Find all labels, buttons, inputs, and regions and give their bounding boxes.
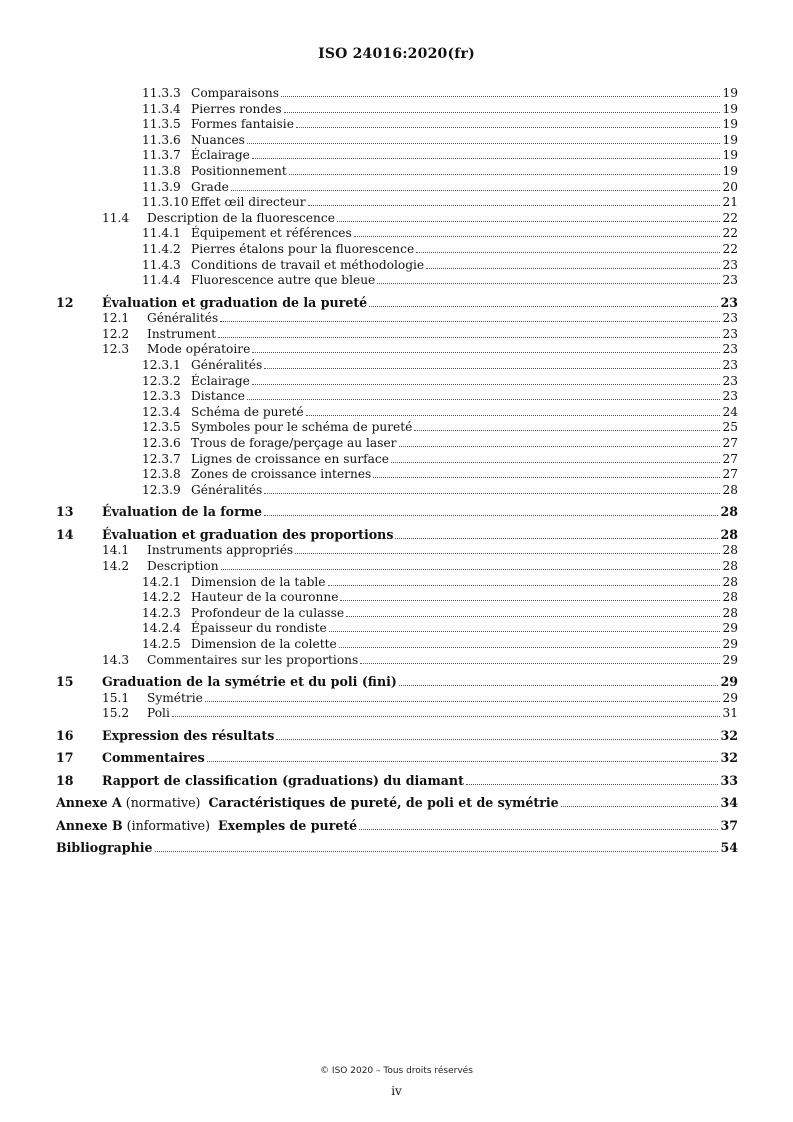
toc-entry-number: 11.3.7 [142,148,181,163]
toc-annex-page: 37 [720,817,738,833]
toc-entry-title: Rapport de classification (graduations) du diamant [102,772,464,788]
toc-entry-page: 25 [722,420,738,435]
dot-leader [264,515,718,516]
toc-entry-page: 29 [722,652,738,667]
dot-leader [276,739,718,740]
dot-leader [247,399,721,400]
dot-leader [172,716,721,717]
toc-entry[interactable] [56,483,738,499]
toc-entry-title: Distance [191,389,245,404]
dot-leader [252,352,720,353]
toc-entry-page: 28 [722,574,738,589]
toc-entry[interactable] [56,436,738,452]
toc-entry-page: 29 [720,674,738,690]
toc-annex-kind: (informative) [122,817,219,833]
toc-entry-title: Évaluation de la forme [102,504,263,520]
toc-annex-entry[interactable] [56,818,738,835]
toc-entry-title: Fluorescence autre que bleue [191,273,376,288]
dot-leader [308,205,721,206]
toc-entry-number: 12.2 [102,326,130,341]
toc-entry-page: 23 [722,257,738,272]
dot-leader [218,337,720,338]
toc-entry-page: 23 [722,389,738,404]
toc-entry-page: 21 [722,195,738,210]
toc-entry[interactable] [56,452,738,468]
toc-entry-page: 23 [720,294,738,310]
toc-entry[interactable] [56,420,738,436]
toc-entry-page: 29 [722,690,738,705]
dot-leader [561,806,719,807]
toc-entry[interactable] [56,180,738,196]
toc-entry-title: Instruments appropriés [147,543,294,558]
toc-annex-title: Caractéristiques de pureté, de poli et de symétrie [208,795,559,811]
dot-leader [359,829,718,830]
toc-entry-title: Dimension de la table [191,574,326,589]
toc-entry[interactable] [56,405,738,421]
toc-entry[interactable] [56,559,738,575]
toc-entry-title: Pierres étalons pour la fluorescence [191,241,415,256]
toc-entry-title: Commentaires sur les proportions [147,652,359,667]
toc-entry-title: Nuances [191,132,245,147]
toc-entry-page: 23 [722,373,738,388]
toc-entry[interactable] [56,773,738,790]
toc-annex-heading [56,795,559,812]
dot-leader [231,190,721,191]
toc-entry[interactable] [56,527,738,544]
toc-entry[interactable] [56,750,738,767]
toc-entry-number: 12.1 [102,311,130,326]
toc-entry-number: 12.3.3 [142,389,181,404]
toc-entry-number: 12.3.1 [142,358,181,372]
toc-entry-title: Graduation de la symétrie et du poli (fini) [102,674,397,690]
toc-annex-page: 54 [720,840,738,856]
toc-entry-title: Description de la fluorescence [147,210,335,225]
toc-entry-number: 11.4 [102,210,130,225]
toc-entry-title: Évaluation et graduation des proportions [102,526,394,542]
dot-leader [369,306,718,307]
dot-leader [360,663,720,664]
dot-leader [284,112,721,113]
toc-entry-page: 23 [722,358,738,372]
toc-entry-title: Positionnement [191,163,287,178]
toc-entry[interactable] [56,504,738,521]
toc-entry[interactable] [56,258,738,274]
toc-entry[interactable] [56,575,738,591]
toc-entry[interactable] [56,195,738,211]
toc-entry-number: 12 [56,294,74,310]
toc-entry-number: 11.3.9 [142,179,181,194]
toc-entry-title: Généralités [147,311,219,326]
toc-entry-page: 19 [722,101,738,116]
toc-entry[interactable] [56,653,738,669]
dot-leader [207,761,719,762]
dot-leader [306,415,721,416]
dot-leader [252,158,721,159]
toc-entry[interactable] [56,242,738,258]
toc-entry-title: Dimension de la colette [191,636,337,651]
dot-leader [296,127,721,128]
toc-entry-title: Éclairage [191,373,250,388]
toc-annex-entry[interactable] [56,840,738,857]
toc-entry-title: Évaluation et graduation de la pureté [102,294,368,310]
toc-entry-title: Instrument [147,326,217,341]
toc-entry-number: 14.2.1 [142,574,181,589]
toc-entry-page: 33 [720,772,738,788]
dot-leader [328,585,721,586]
toc-entry-title: Effet œil directeur [191,195,306,210]
toc-entry-title: Comparaisons [191,86,279,100]
dot-leader [281,96,721,97]
toc-entry-title: Généralités [191,482,263,497]
toc-entry-number: 12.3 [102,342,130,357]
dot-leader [329,631,721,632]
toc-entry-page: 19 [722,117,738,132]
toc-entry-page: 28 [720,504,738,520]
toc-entry[interactable] [56,543,738,559]
toc-entry-number: 11.4.3 [142,257,181,272]
toc-entry-page: 19 [722,148,738,163]
toc-entry-number: 14.2.4 [142,621,181,636]
dot-leader [354,236,721,237]
dot-leader [247,143,721,144]
toc-entry[interactable] [56,467,738,483]
toc-entry[interactable] [56,342,738,358]
dot-leader [426,268,720,269]
toc-entry[interactable] [56,295,738,312]
toc-entry[interactable] [56,728,738,745]
toc-entry-page: 28 [722,558,738,573]
toc-entry-number: 12.3.5 [142,420,181,435]
toc-entry-title: Grade [191,179,229,194]
toc-entry-page: 29 [722,636,738,651]
dot-leader [399,446,721,447]
toc-entry[interactable] [56,86,738,102]
dot-leader [337,221,721,222]
toc-annex-heading [56,818,357,835]
toc-entry-page: 27 [722,467,738,482]
dot-leader [155,851,719,852]
toc-entry-page: 23 [722,326,738,341]
toc-entry-title: Expression des résultats [102,727,275,743]
dot-leader [391,462,721,463]
toc-entry[interactable] [56,327,738,343]
toc-entry[interactable] [56,606,738,622]
toc-entry-number: 12.3.2 [142,373,181,388]
toc-entry-number: 13 [56,504,74,520]
toc-entry[interactable] [56,674,738,691]
toc-entry-number: 17 [56,750,74,766]
toc-entry-page: 23 [722,342,738,357]
toc-entry-number: 15.2 [102,706,130,721]
toc-entry-page: 19 [722,163,738,178]
toc-entry-number: 12.3.8 [142,467,181,482]
toc-entry-page: 22 [722,210,738,225]
toc-entry[interactable] [56,590,738,606]
toc-entry-number: 12.3.4 [142,404,181,419]
toc-entry-title: Conditions de travail et méthodologie [191,257,425,272]
dot-leader [466,784,719,785]
toc-entry-page: 22 [722,241,738,256]
toc-entry-title: Mode opératoire [147,342,251,357]
toc-annex-page: 34 [720,795,738,811]
toc-entry-number: 14.1 [102,543,130,558]
dot-leader [295,553,720,554]
toc-entry-title: Épaisseur du rondiste [191,621,327,636]
toc-entry-page: 24 [722,404,738,419]
toc-entry[interactable] [56,706,738,722]
dot-leader [220,321,720,322]
toc-entry-page: 23 [722,311,738,326]
toc-annex-title: Exemples de pureté [218,817,358,833]
dot-leader [264,493,720,494]
toc-entry-title: Généralités [191,358,263,372]
dot-leader [340,600,720,601]
toc-entry-number: 11.4.2 [142,241,181,256]
toc-annex-entry[interactable] [56,795,738,812]
dot-leader [346,616,720,617]
toc-entry-page: 27 [722,451,738,466]
dot-leader [264,368,720,369]
toc-entry-page: 29 [722,621,738,636]
toc-entry[interactable] [56,637,738,653]
toc-entry[interactable] [56,358,738,374]
toc-entry-title: Profondeur de la culasse [191,605,345,620]
toc-entry-page: 32 [720,727,738,743]
toc-entry-number: 15.1 [102,690,130,705]
toc-entry-title: Symétrie [147,690,203,705]
toc-entry-number: 14.2.5 [142,636,181,651]
toc-entry-number: 11.3.4 [142,101,181,116]
toc-entry-page: 28 [722,482,738,497]
document-header: ISO 24016:2020(fr) [318,46,475,62]
toc-entry-title: Formes fantaisie [191,117,294,132]
dot-leader [289,174,721,175]
toc-entry-page: 28 [722,590,738,605]
toc-entry[interactable] [56,691,738,707]
toc-entry-number: 11.3.10 [142,195,189,210]
toc-entry-number: 14 [56,526,74,542]
toc-entry-title: Symboles pour le schéma de pureté [191,420,413,435]
toc-annex-kind: (normative) [121,795,209,811]
toc-annex-label: Annexe B [56,817,123,833]
toc-entry-page: 28 [722,605,738,620]
toc-entry[interactable] [56,389,738,405]
toc-entry-number: 11.3.8 [142,163,181,178]
dot-leader [339,647,721,648]
toc-entry-number: 11.4.1 [142,226,181,241]
toc-entry-title: Hauteur de la couronne [191,590,339,605]
dot-leader [399,685,719,686]
toc-entry-number: 14.2 [102,558,130,573]
toc-entry-number: 12.3.6 [142,435,181,450]
toc-entry[interactable] [56,311,738,327]
table-of-contents [56,86,738,857]
toc-entry-page: 19 [722,132,738,147]
dot-leader [395,538,718,539]
toc-entry[interactable] [56,133,738,149]
toc-entry-number: 11.3.3 [142,86,181,100]
toc-entry-number: 14.2.3 [142,605,181,620]
toc-entry-number: 12.3.7 [142,451,181,466]
toc-entry-title: Schéma de pureté [191,404,304,419]
toc-entry-title: Équipement et références [191,226,352,241]
toc-entry[interactable] [56,117,738,133]
dot-leader [252,384,721,385]
toc-entry-number: 11.4.4 [142,273,181,288]
toc-entry-title: Zones de croissance internes [191,467,372,482]
toc-entry[interactable] [56,211,738,227]
toc-entry-number: 11.3.5 [142,117,181,132]
dot-leader [373,477,720,478]
toc-annex-label: Annexe A [56,795,122,811]
toc-entry-page: 28 [722,543,738,558]
toc-entry[interactable] [56,273,738,289]
dot-leader [414,430,720,431]
toc-entry-title: Poli [147,706,170,721]
dot-leader [416,252,720,253]
toc-entry-page: 32 [720,750,738,766]
toc-entry-number: 16 [56,727,74,743]
toc-entry-page: 22 [722,226,738,241]
toc-entry-title: Lignes de croissance en surface [191,451,389,466]
toc-entry-number: 18 [56,772,74,788]
page-number: iv [391,1084,402,1098]
toc-entry-page: 20 [722,179,738,194]
toc-entry-title: Trous de forage/perçage au laser [191,435,397,450]
toc-entry-page: 27 [722,435,738,450]
dot-leader [221,569,721,570]
toc-entry-number: 14.2.2 [142,590,181,605]
toc-entry-number: 12.3.9 [142,482,181,497]
toc-entry-number: 15 [56,674,74,690]
toc-annex-label: Bibliographie [56,840,153,856]
toc-entry-number: 11.3.6 [142,132,181,147]
toc-entry-page: 19 [722,86,738,100]
toc-entry[interactable] [56,164,738,180]
toc-entry[interactable] [56,148,738,164]
toc-entry-page: 28 [720,526,738,542]
dot-leader [377,283,720,284]
toc-entry-title: Pierres rondes [191,101,282,116]
toc-entry-title: Éclairage [191,148,250,163]
toc-entry[interactable] [56,621,738,637]
dot-leader [205,701,721,702]
toc-entry-title: Commentaires [102,750,205,766]
toc-entry-number: 14.3 [102,652,130,667]
toc-entry-title: Description [147,558,219,573]
toc-annex-heading [56,840,153,857]
toc-entry[interactable] [56,226,738,242]
toc-entry[interactable] [56,102,738,118]
copyright-notice: © ISO 2020 – Tous droits réservés [320,1066,473,1076]
toc-entry-page: 23 [722,273,738,288]
toc-entry-page: 31 [722,706,738,721]
toc-entry[interactable] [56,374,738,390]
